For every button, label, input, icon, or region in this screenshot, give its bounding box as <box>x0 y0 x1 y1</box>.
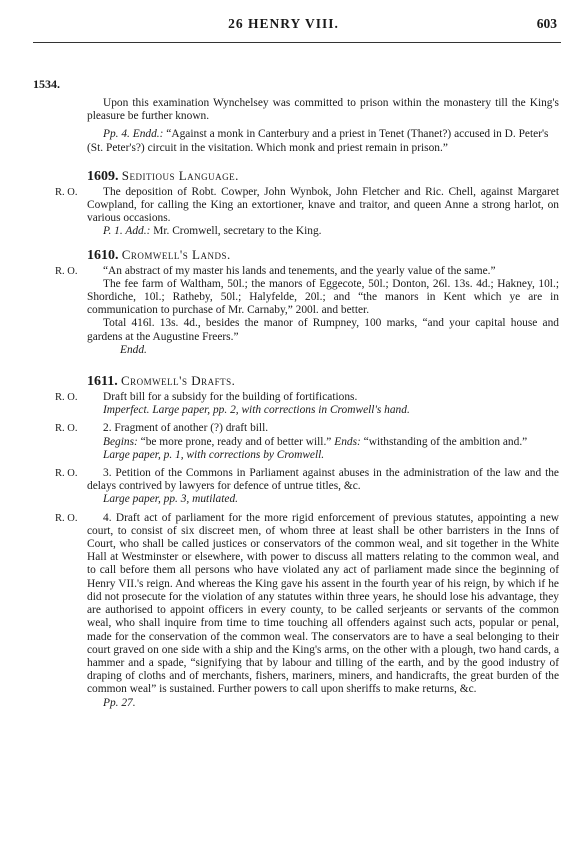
record-office-ref: R. O. <box>55 265 78 277</box>
intro-note-text: “Against a monk in Canterbury and a priest in Tenet (Thanet?) accused in D. Peter's (St. Peter's?) circuit in the visitation. Which monk and priest remain in prison.” <box>87 128 549 154</box>
intro-note-label: Pp. 4. Endd.: <box>103 128 164 141</box>
entry-heading <box>87 168 567 184</box>
entry-number: 1610. <box>87 247 119 263</box>
entry-title: Cromwell's Lands. <box>121 246 231 262</box>
record-office-ref: R. O. <box>55 423 78 435</box>
record-office-ref: R. O. <box>55 186 78 198</box>
entry-1610 <box>0 247 567 357</box>
header-rule <box>33 42 561 43</box>
ends-text: “withstanding of the ambition and.” <box>363 435 528 448</box>
running-title: 26 HENRY VIII. <box>228 16 339 31</box>
entry-1611 <box>0 373 567 710</box>
entry-note-label: P. 1. Add.: <box>103 225 151 238</box>
endorsement: Endd. <box>120 343 147 356</box>
intro-continuation <box>0 97 567 155</box>
draft-item-note: Large paper, p. 1, with corrections by Cromwell. <box>103 448 325 461</box>
record-office-ref: R. O. <box>55 468 78 480</box>
record-office-ref: R. O. <box>55 512 78 524</box>
entry-note <box>87 225 559 238</box>
entry-paragraph-1: “An abstract of my master his lands and tenements, and the yearly value of the same.” <box>103 264 496 277</box>
year-label: 1534. <box>33 77 60 91</box>
draft-item-note: Pp. 27. <box>103 696 136 709</box>
entry-1609 <box>0 168 567 239</box>
draft-item-text: 2. Fragment of another (?) draft bill. <box>103 422 269 435</box>
page-number: 603 <box>536 16 557 31</box>
entry-note-text: Mr. Cromwell, secretary to the King. <box>153 225 322 238</box>
intro-note <box>87 128 559 154</box>
record-office-ref: R. O. <box>55 392 78 404</box>
draft-item-text: 3. Petition of the Commons in Parliament against abuses in the administration of the law and the delays contrived by lawyers for defence of untrue titles, &c. <box>87 467 559 493</box>
entry-number: 1611. <box>87 374 118 390</box>
draft-item-note: Large paper, pp. 3, mutilated. <box>103 493 238 506</box>
intro-text: Upon this examination Wynchelsey was committed to prison within the monastery till the King's pleasure be further known. <box>87 97 559 123</box>
draft-item-3 <box>0 467 567 507</box>
entry-number: 1609. <box>87 168 119 184</box>
entry-body <box>0 186 567 226</box>
page-header <box>0 17 567 35</box>
draft-item-text: 4. Draft act of parliament for the more rigid enforcement of previous statutes, appointing a new court, to consist of six discreet men, of whom three at least shall be other barristers in the Inns of Court, who shall be called justices or conservators of the common weal, and sit together in the White Hall at Westminster or elsewhere, with power to discuss all matters relating to the common weal, and to call before them all persons who have violated any act of parliament made since the beginning of Henry VII.'s reign. And whereas the King gave his assent in the fourth year of his reign, by which if he did not prosecute for the violation of any statutes within three years, he should lose his advantage, they are authorised to appoint officers in every county, to be called serjeants or servants of the common weal, who shall inquire from time to time touching all offenders against such acts, popular or penal, made for the conservation of the common weal. The conservators are to have a seal belonging to their court graved on one side with a ship and the King's arms, on the other with a plough, two hand cards, a hammer and a spade, “signifying that by labour and tilling of the earth, and by the good industry of draping of cloths and of merchants, fishers, mariners, miners, and handicrafts, the great burden of the common weal” is sustained. Further powers to call upon sheriffs to make returns, &c. <box>87 511 559 696</box>
draft-item-2 <box>0 422 567 462</box>
begins-text: “be more prone, ready and of better will.” <box>140 435 332 448</box>
entry-title: Cromwell's Drafts. <box>120 373 236 389</box>
entry-title: Seditious Language. <box>121 167 239 183</box>
entry-heading <box>87 373 567 389</box>
page-content <box>0 97 567 710</box>
draft-item-note: Imperfect. Large paper, pp. 2, with corrections in Cromwell's hand. <box>103 404 410 417</box>
entry-paragraph-2: The fee farm of Waltham, 50l.; the manors of Eggecote, 50l.; Donton, 26l. 13s. 4d.; Hakney, 10l.; Shordiche, 10l.; Ratheby, 50l.; Halyfelde, 20l.; and “the manors in Kent which ye are in communication to purchase of Mr. Carnaby,” 200l. and better. <box>87 277 559 317</box>
draft-item-1 <box>0 391 567 417</box>
entry-paragraph-3: Total 416l. 13s. 4d., besides the manor of Rumpney, 100 marks, “and your capital house and gardens at the Augustine Freers.” <box>87 317 559 343</box>
entry-body <box>0 265 567 278</box>
entry-text: The deposition of Robt. Cowper, John Wynbok, John Fletcher and Ric. Chell, against Margaret Cowpland, for calling the King an extortioner, knave and traitor, and queen Anne a strong harlot, on various occasions. <box>87 185 559 225</box>
begins-label: Begins: <box>103 435 138 448</box>
draft-item-4 <box>0 512 567 710</box>
draft-item-incipit <box>87 436 559 449</box>
entry-heading <box>87 247 567 263</box>
draft-item-text: Draft bill for a subsidy for the building of fortifications. <box>103 391 358 404</box>
ends-label: Ends: <box>334 435 361 448</box>
